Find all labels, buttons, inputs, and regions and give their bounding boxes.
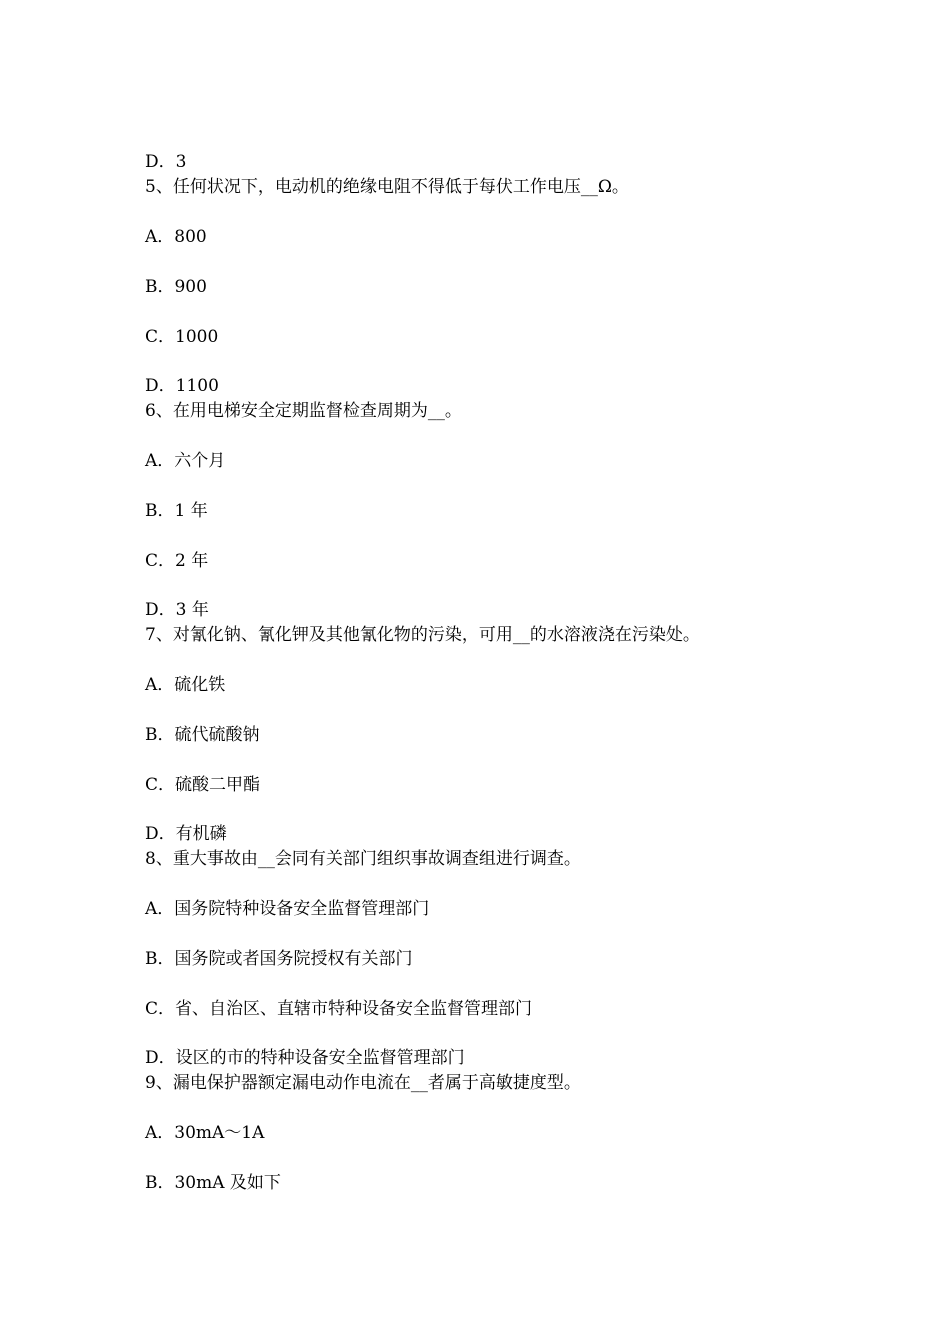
- option-line: D．设区的市的特种设备安全监督管理部门: [145, 1048, 465, 1068]
- option-line: A．800: [145, 227, 207, 247]
- option-line: B．30mA 及如下: [145, 1173, 281, 1193]
- option-line: B．硫代硫酸钠: [145, 725, 260, 745]
- option-line: D．3: [145, 152, 187, 172]
- option-line: B．国务院或者国务院授权有关部门: [145, 949, 413, 969]
- option-line: C．1000: [145, 327, 219, 347]
- option-line: B．1 年: [145, 501, 208, 521]
- option-line: D．1100: [145, 376, 219, 396]
- option-line: A．30mA～1A: [145, 1123, 265, 1143]
- question-line: 5、任何状况下，电动机的绝缘电阻不得低于每伏工作电压__Ω。: [145, 177, 629, 197]
- question-line: 6、在用电梯安全定期监督检查周期为__。: [145, 401, 462, 421]
- option-line: A．六个月: [145, 451, 226, 471]
- option-line: B．900: [145, 277, 207, 297]
- option-line: A．硫化铁: [145, 675, 226, 695]
- option-line: A．国务院特种设备安全监督管理部门: [145, 899, 430, 919]
- option-line: C．省、自治区、直辖市特种设备安全监督管理部门: [145, 999, 533, 1019]
- question-line: 7、对氰化钠、氰化钾及其他氰化物的污染，可用__的水溶液浇在污染处。: [145, 625, 700, 645]
- question-line: 9、漏电保护器额定漏电动作电流在__者属于高敏捷度型。: [145, 1073, 581, 1093]
- option-line: D．3 年: [145, 600, 209, 620]
- option-line: D．有机磷: [145, 824, 227, 844]
- option-line: C．2 年: [145, 551, 209, 571]
- option-line: C．硫酸二甲酯: [145, 775, 261, 795]
- question-line: 8、重大事故由__会同有关部门组织事故调查组进行调查。: [145, 849, 581, 869]
